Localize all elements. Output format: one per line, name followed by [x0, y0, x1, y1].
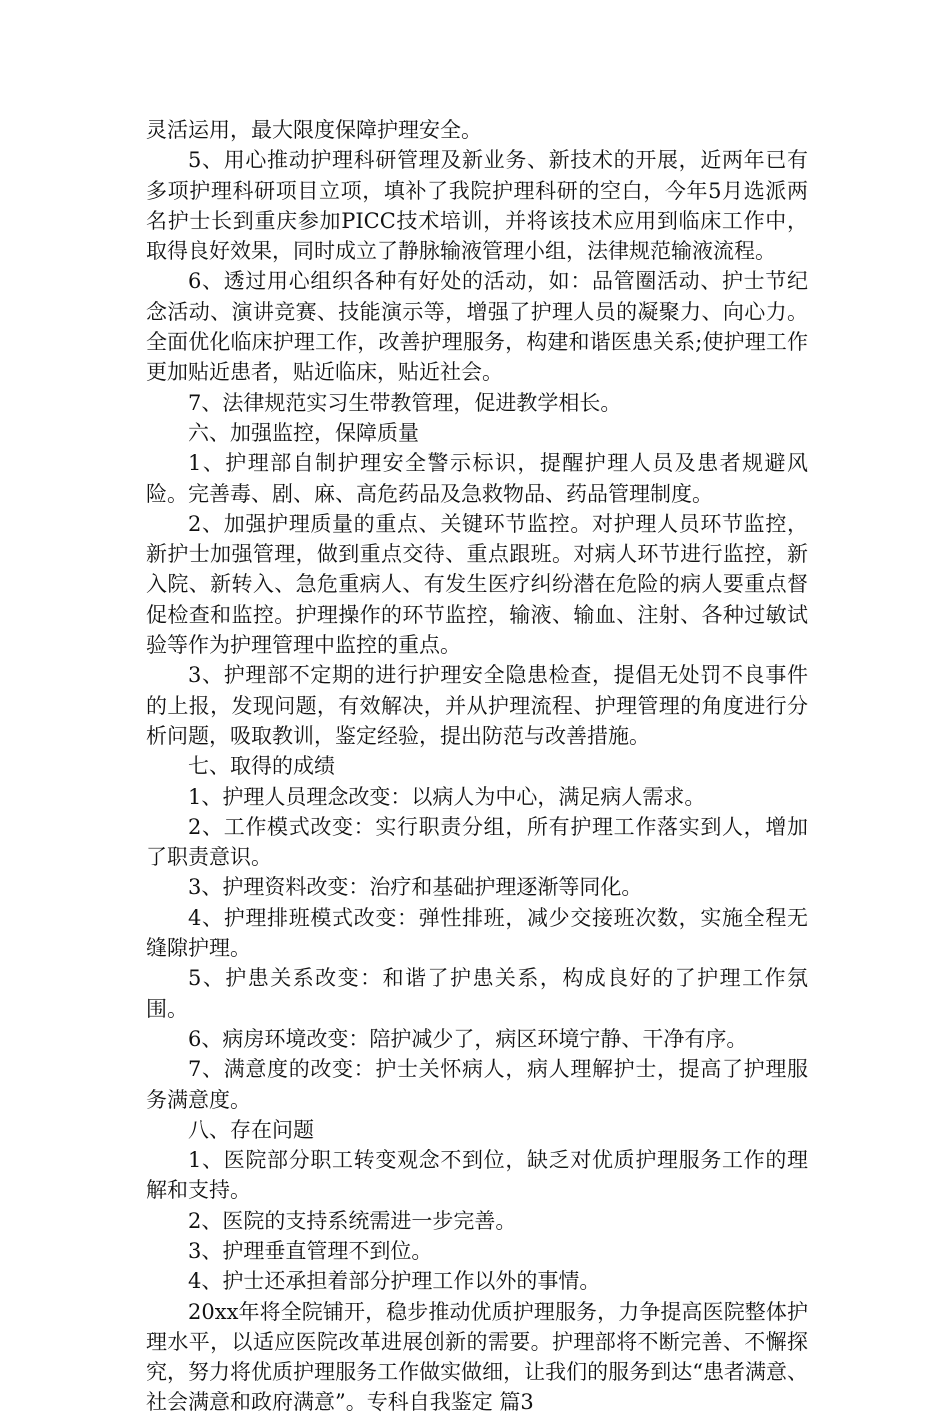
section-heading-6: 六、加强监控，保障质量	[188, 420, 419, 445]
paragraph-problem-4: 4、护士还承担着部分护理工作以外的事情。	[188, 1269, 601, 1294]
paragraph-item-7-intern: 7、法律规范实习生带教管理，促进教学相长。	[188, 390, 622, 415]
paragraph-monitor-1: 1、护理部自制护理安全警示标识，提醒护理人员及患者规避风险。完善毒、剧、麻、高危药品及急救物品、药品管理制度。	[146, 451, 808, 506]
paragraph-result-4: 4、护理排班模式改变：弹性排班，减少交接班次数，实施全程无缝隙护理。	[146, 905, 808, 961]
paragraph-monitor-2: 2、加强护理质量的重点、关键环节监控。对护理人员环节监控，新护士加强管理，做到重点交待、重点跟班。对病人环节进行监控，新入院、新转入、急危重病人、有发生医疗纠纷潜在危险的病人要重点督促检查和监控。护理操作的环节监控，输液、输血、注射、各种过敏试验等作为护理管理中监控的重点。	[146, 511, 808, 658]
section-heading-8: 八、存在问题	[188, 1117, 314, 1142]
paragraph-item-5-research: 5、用心推动护理科研管理及新业务、新技术的开展，近两年已有多项护理科研项目立项，填补了我院护理科研的空白，今年5月选派两名护士长到重庆参加PICC技术培训，并将该技术应用到临床工作中，取得良好效果，同时成立了静脉输液管理小组，法律规范输液流程。	[146, 148, 808, 264]
paragraph-item-6-activities: 6、透过用心组织各种有好处的活动，如：品管圈活动、护士节纪念活动、演讲竞赛、技能演示等，增强了护理人员的凝聚力、向心力。全面优化临床护理工作，改善护理服务，构建和谐医患关系;使护理工作更加贴近患者，贴近临床，贴近社会。	[146, 269, 808, 385]
paragraph-result-7: 7、满意度的改变：护士关怀病人，病人理解护士，提高了护理服务满意度。	[146, 1057, 808, 1112]
paragraph-problem-1: 1、医院部分职工转变观念不到位，缺乏对优质护理服务工作的理解和支持。	[146, 1148, 808, 1203]
paragraph-problem-2: 2、医院的支持系统需进一步完善。	[188, 1208, 517, 1233]
paragraph-result-1: 1、护理人员理念改变：以病人为中心，满足病人需求。	[188, 784, 706, 809]
paragraph-problem-3: 3、护理垂直管理不到位。	[188, 1238, 433, 1263]
paragraph-conclusion: 20xx年将全院铺开，稳步推动优质护理服务，力争提高医院整体护理水平，以适应医院改革进展创新的需要。护理部将不断完善、不懈探究，努力将优质护理服务工作做实做细，让我们的服务到达“患者满意、社会满意和政府满意”。专科自我鉴定 篇3	[146, 1299, 808, 1415]
paragraph-monitor-3: 3、护理部不定期的进行护理安全隐患检查，提倡无处罚不良事件的上报，发现问题，有效解决，并从护理流程、护理管理的角度进行分析问题，吸取教训，鉴定经验，提出防范与改善措施。	[146, 663, 808, 748]
paragraph-result-5: 5、护患关系改变：和谐了护患关系，构成良好的了护理工作氛围。	[146, 966, 808, 1021]
paragraph-result-3: 3、护理资料改变：治疗和基础护理逐渐等同化。	[188, 875, 643, 900]
paragraph-continuation: 灵活运用，最大限度保障护理安全。	[146, 118, 482, 142]
section-heading-7: 七、取得的成绩	[188, 754, 335, 779]
paragraph-result-6: 6、病房环境改变：陪护减少了，病区环境宁静、干净有序。	[188, 1026, 748, 1051]
document-page	[146, 115, 808, 1418]
paragraph-result-2: 2、工作模式改变：实行职责分组，所有护理工作落实到人，增加了职责意识。	[146, 814, 808, 870]
